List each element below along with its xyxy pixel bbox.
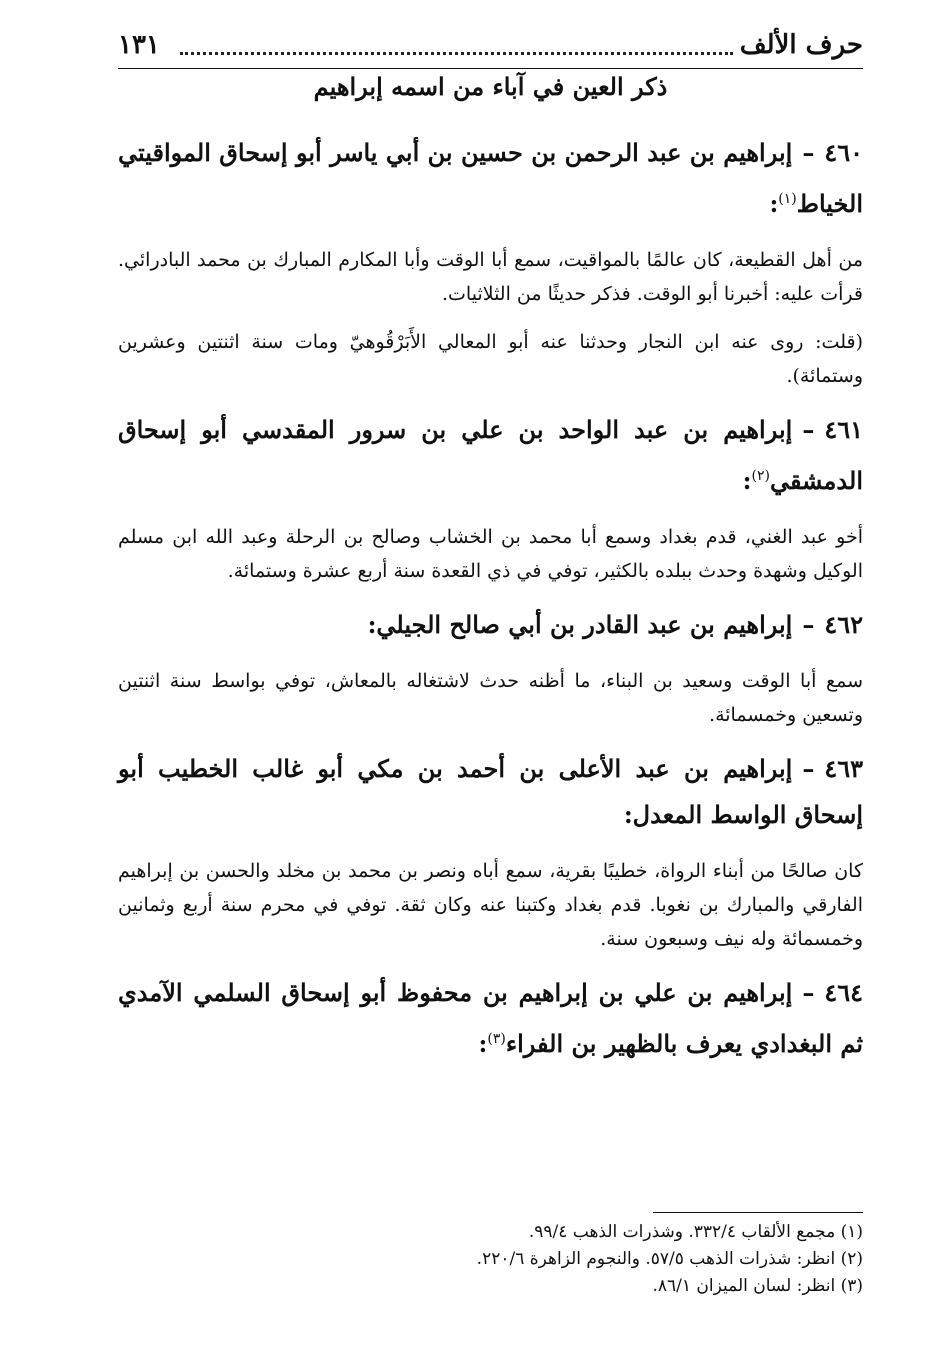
footnote-separator: [653, 1212, 863, 1213]
heading-colon: :: [769, 189, 779, 218]
footnote-1: (١) مجمع الألقاب ٣٣٢/٤. وشذرات الذهب ٩٩/٤.: [528, 1222, 863, 1242]
section-title: ذكر العين في آباء من اسمه إبراهيم: [313, 72, 668, 101]
entry-463: [118, 746, 863, 956]
entry-460: [118, 130, 863, 393]
running-title: حرف الألف: [739, 30, 863, 60]
footnote-ref[interactable]: (١): [778, 191, 797, 207]
entry-heading-text: إبراهيم بن علي بن إبراهيم بن محفوظ أبو إسحاق السلمي الآمدي ثم البغدادي يعرف بالظهير بن الفراء: [118, 978, 863, 1058]
header-dot-leader: [180, 52, 733, 55]
entry-dash: –: [802, 978, 815, 1007]
entry-heading-text: إبراهيم بن عبد الواحد بن علي بن سرور المقدسي أبو إسحاق الدمشقي: [118, 415, 863, 495]
entry-heading-text: إبراهيم بن عبد الرحمن بن حسين بن أبي ياسر أبو إسحاق المواقيتي الخياط: [118, 138, 863, 218]
footnotes: [118, 1212, 863, 1300]
entry-heading: [118, 746, 863, 838]
entry-number: ٤٦٣: [824, 754, 863, 783]
entry-dash: –: [802, 138, 815, 167]
entry-461: [118, 407, 863, 588]
heading-colon: :: [367, 610, 377, 639]
entry-paragraph: سمع أبا الوقت وسعيد بن البناء، ما أظنه حدث لاشتغاله بالمعاش، توفي بواسط سنة اثنتين وتسعين وخمسمائة.: [118, 670, 863, 726]
heading-colon: :: [742, 466, 752, 495]
footnote-2: (٢) انظر: شذرات الذهب ٥٧/٥. والنجوم الزاهرة ٢٢٠/٦.: [476, 1249, 863, 1269]
entry-paragraph: (قلت: روى عنه ابن النجار وحدثنا عنه أبو المعالي الأَبَرْقُوهيّ ومات سنة اثنتين وعشرين وستمائة).: [118, 331, 863, 387]
entry-dash: –: [802, 610, 815, 639]
entry-paragraph: كان صالحًا من أبناء الرواة، خطيبًا بقرية، سمع أباه ونصر بن محمد بن مخلد والحسن بن إبراهيم الفارقي والمبارك بن نغوبا. قدم بغداد وكتبنا عنه وكان ثقة. توفي في محرم سنة أربع وثمانين وخمسمائة وله نيف وسبعون سنة.: [118, 860, 863, 950]
entry-heading-text: إبراهيم بن عبد الأعلى بن أحمد بن مكي أبو غالب الخطيب أبو إسحاق الواسط المعدل: [118, 754, 863, 829]
entry-464: [118, 970, 863, 1067]
entry-paragraph: من أهل القطيعة، كان عالمًا بالمواقيت، سمع أبا الوقت وأبا المكارم المبارك بن محمد البادرائي. قرأت عليه: أخبرنا أبو الوقت. فذكر حديثًا من الثلاثيات.: [118, 249, 863, 305]
footnote-ref[interactable]: (٣): [487, 1031, 506, 1047]
entry-number: ٤٦١: [824, 415, 863, 444]
entry-dash: –: [802, 415, 815, 444]
entry-number: ٤٦٠: [824, 138, 863, 167]
footnote-3: (٣) انظر: لسان الميزان ٨٦/١.: [652, 1276, 863, 1296]
entry-heading: [118, 407, 863, 504]
entry-heading: [118, 970, 863, 1067]
entry-paragraph: أخو عبد الغني، قدم بغداد وسمع أبا محمد بن الخشاب وصالح بن الرحلة وعبد الله ابن مسلم الوكيل وشهدة وحدث ببلده بالكثير، توفي في ذي القعدة سنة أربع عشرة وستمائة.: [118, 526, 863, 582]
heading-colon: :: [623, 800, 633, 829]
entry-462: [118, 602, 863, 732]
entry-heading: [118, 602, 863, 648]
entry-number: ٤٦٢: [824, 610, 863, 639]
entry-heading-text: إبراهيم بن عبد القادر بن أبي صالح الجيلي: [376, 610, 793, 639]
entry-number: ٤٦٤: [824, 978, 863, 1007]
entry-dash: –: [802, 754, 815, 783]
heading-colon: :: [478, 1029, 488, 1058]
body-text: [118, 130, 863, 1083]
entry-heading: [118, 130, 863, 227]
page-number: ١٣١: [118, 30, 160, 60]
footnote-ref[interactable]: (٢): [751, 468, 770, 484]
page-header: [118, 28, 863, 69]
